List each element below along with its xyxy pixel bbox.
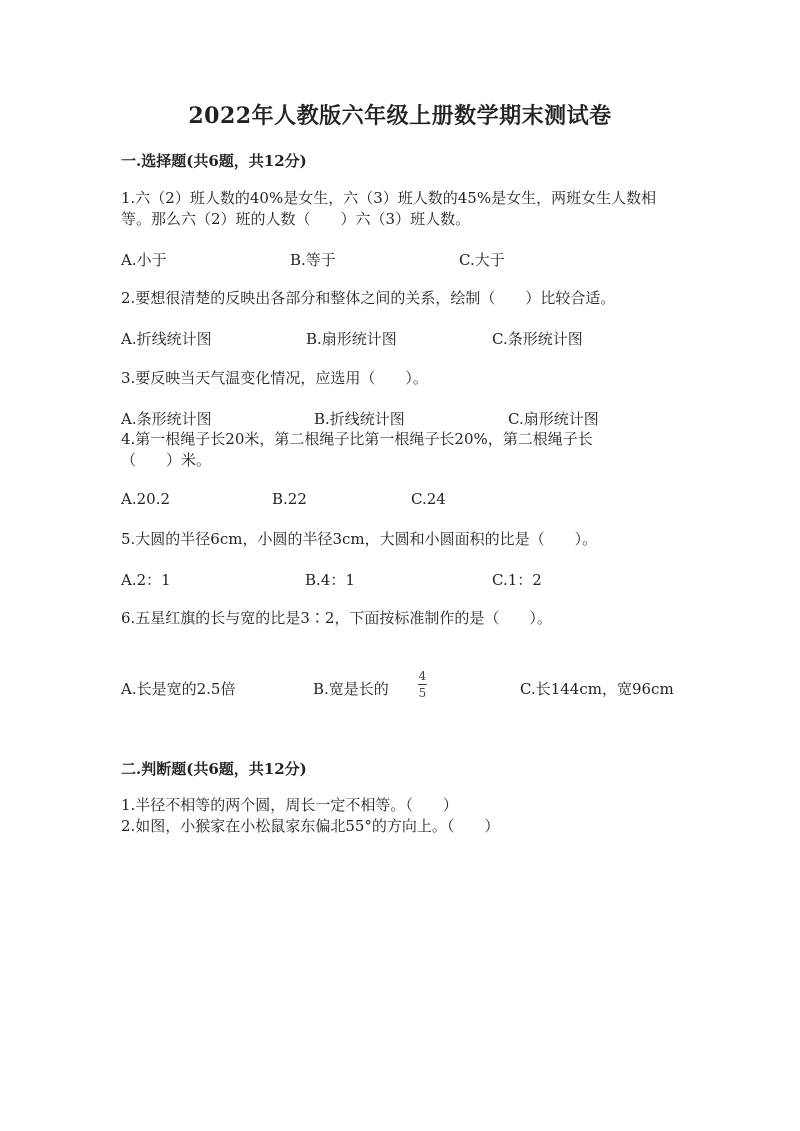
question-6-option-a: A.长是宽的2.5倍	[121, 680, 236, 698]
question-4-option-c: C.24	[411, 490, 446, 508]
fraction-denominator: 5	[418, 686, 427, 700]
question-3-option-a: A.条形统计图	[121, 410, 212, 428]
question-6-line-1: 6.五星红旗的长与宽的比是3∶2，下面按标准制作的是（ ）。	[121, 609, 552, 627]
fraction-four-fifths	[418, 670, 427, 699]
question-1-option-b: B.等于	[290, 251, 336, 269]
question-1-line-1: 1.六（2）班人数的40%是女生，六（3）班人数的45%是女生，两班女生人数相	[121, 189, 657, 207]
question-4-option-a: A.20.2	[121, 490, 170, 508]
question-3-option-c: C.扇形统计图	[508, 410, 599, 428]
question-1-line-2: 等。那么六（2）班的人数（ ）六（3）班人数。	[121, 210, 471, 228]
section-heading-judgment: 二.判断题(共6题，共12分)	[121, 760, 307, 778]
question-1-option-a: A.小于	[121, 251, 167, 269]
question-1-option-c: C.大于	[459, 251, 505, 269]
page-title: 2022年人教版六年级上册数学期末测试卷	[188, 103, 612, 129]
question-5-line-1: 5.大圆的半径6cm，小圆的半径3cm，大圆和小圆面积的比是（ ）。	[121, 530, 598, 548]
question-2-line-1: 2.要想很清楚的反映出各部分和整体之间的关系，绘制（ ）比较合适。	[121, 289, 616, 307]
question-6-option-b: B.宽是长的	[313, 680, 389, 698]
fraction-bar	[418, 684, 427, 685]
question-3-line-1: 3.要反映当天气温变化情况，应选用（ ）。	[121, 369, 428, 387]
question-4-line-2: （ ）米。	[121, 451, 212, 469]
question-2-option-a: A.折线统计图	[121, 330, 212, 348]
question-2-option-c: C.条形统计图	[492, 330, 583, 348]
question-4-line-1: 4.第一根绳子长20米，第二根绳子比第一根绳子长20%，第二根绳子长	[121, 430, 593, 448]
fraction-numerator: 4	[418, 669, 427, 683]
question-3-option-b: B.折线统计图	[314, 410, 405, 428]
question-2-option-b: B.扇形统计图	[306, 330, 397, 348]
question-6-option-c: C.长144cm，宽96cm	[520, 680, 674, 698]
judgment-question-2: 2.如图，小猴家在小松鼠家东偏北55°的方向上。（ ）	[121, 817, 500, 835]
question-5-option-c: C.1：2	[492, 571, 542, 589]
question-4-option-b: B.22	[272, 490, 307, 508]
question-5-option-b: B.4：1	[305, 571, 355, 589]
question-5-option-a: A.2：1	[121, 571, 171, 589]
section-heading-choice: 一.选择题(共6题，共12分)	[121, 152, 307, 170]
judgment-question-1: 1.半径不相等的两个圆，周长一定不相等。（ ）	[121, 796, 458, 814]
